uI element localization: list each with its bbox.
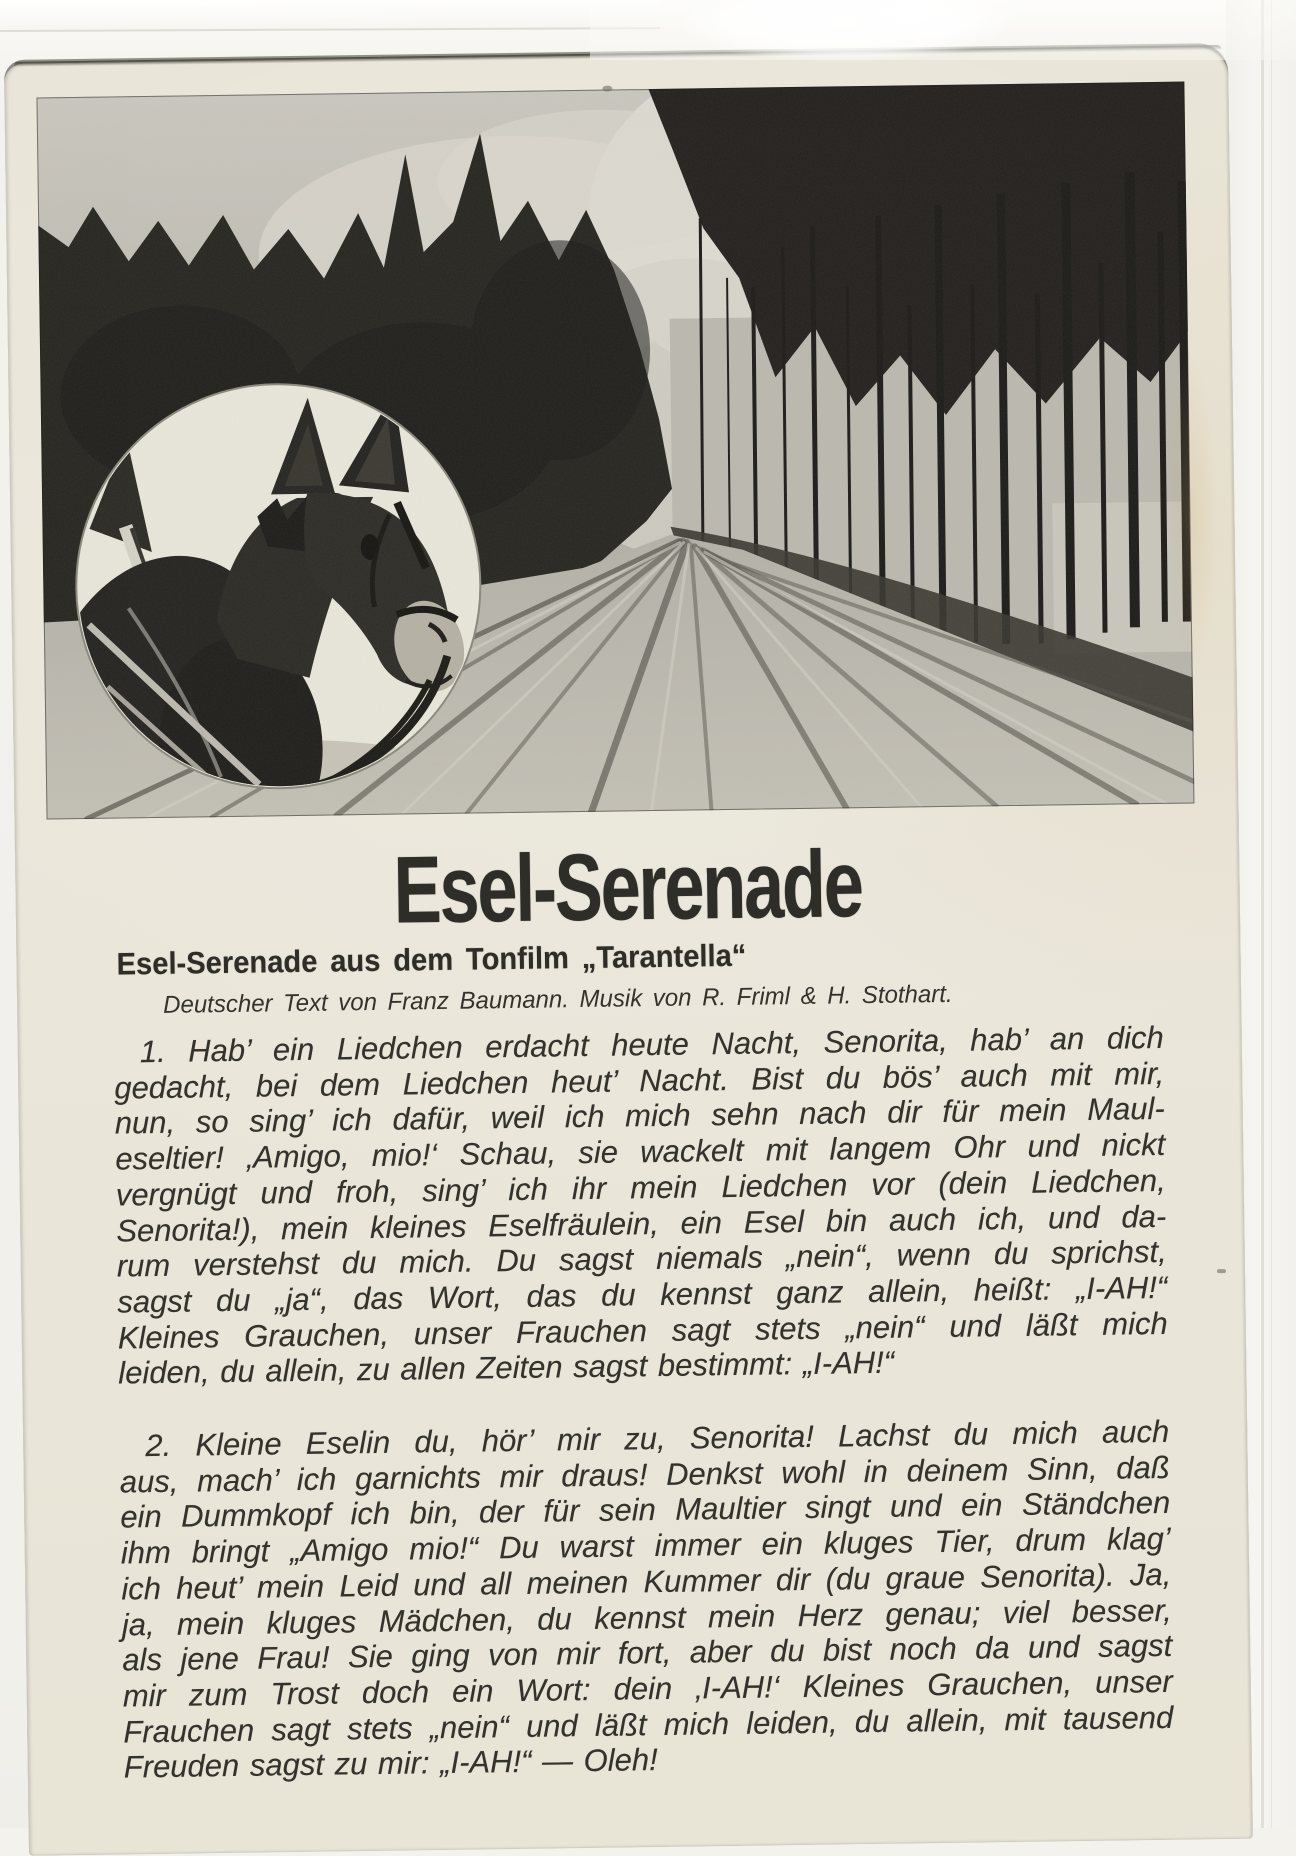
lyric-line: eseltier! ‚Amigo, mio!‘ Schau, sie wackelt mit langem Ohr und nickt bbox=[115, 1127, 1166, 1177]
verse-2 bbox=[119, 1414, 1174, 1786]
lyric-line: rum verstehst du mich. Du sagst niemals „nein“, wenn du sprichst, bbox=[116, 1234, 1167, 1284]
lyric-line: Senorita!), mein kleines Eselfräulein, ein Esel bin auch ich, und da- bbox=[116, 1198, 1167, 1249]
paper-speck bbox=[1217, 1269, 1226, 1273]
lyric-line: Freuden sagst zu mir: „I-AH!“ — Oleh! bbox=[123, 1742, 658, 1785]
sleeve-fold bbox=[0, 0, 660, 32]
lyric-line: ihm bringt „Amigo mio!“ Du warst immer ein kluges Tier, drum klag’ bbox=[120, 1520, 1171, 1571]
song-subtitle: Esel-Serenade aus dem Tonfilm „Tarantella“ bbox=[116, 937, 747, 982]
lyric-line: nun, so sing’ ich dafür, weil ich mich sehn nach dir für mein Maul- bbox=[114, 1091, 1165, 1141]
lyric-line: sagst du „ja“, das Wort, das du kennst ganz allein, heißt: „I-AH!“ bbox=[117, 1269, 1168, 1320]
lyric-line: ich heut’ mein Leid und all meinen Kummer dir (du graue Senorita). Ja, bbox=[121, 1556, 1172, 1607]
lyric-line: 2. Kleine Eselin du, hör’ mir zu, Senorita! Lachst du mich auch bbox=[145, 1413, 1170, 1464]
lyric-line: Frauchen sagt stets „nein“ und läßt mich leiden, du allein, mit tausend bbox=[123, 1699, 1174, 1750]
lyric-line: vergnügt und froh, sing’ ich ihr mein Liedchen vor (dein Liedchen, bbox=[115, 1162, 1166, 1213]
lyric-line: ja, mein kluges Mädchen, du kennst mein Herz genau; viel besser, bbox=[121, 1592, 1172, 1643]
page-title: Esel-Serenade bbox=[392, 831, 863, 944]
lyric-line: als jene Frau! Sie ging von mir fort, aber du bist noch da und sagst bbox=[122, 1628, 1173, 1678]
sleeve-crease bbox=[1271, 0, 1272, 1828]
lyric-line: aus, mach’ ich garnichts mir draus! Denkst wohl in deinem Sinn, daß bbox=[119, 1449, 1170, 1500]
verse-1 bbox=[114, 1020, 1169, 1392]
postcard bbox=[4, 47, 1253, 1856]
age-stain bbox=[1153, 297, 1229, 728]
lyric-line: gedacht, bei dem Liedchen heut’ Nacht. Bist du bös’ auch mit mir, bbox=[114, 1055, 1165, 1106]
lyric-line: leiden, du allein, zu allen Zeiten sagst bestimmt: „I-AH!“ bbox=[118, 1345, 895, 1391]
sleeve-crease bbox=[1261, 0, 1264, 1828]
lyric-line: 1. Hab’ ein Liedchen erdacht heute Nacht, Senorita, hab’ an dich bbox=[139, 1019, 1164, 1070]
lyric-line: mir zum Trost doch ein Wort: dein ‚I-AH!‘ Kleines Grauchen, unser bbox=[122, 1663, 1173, 1714]
lyric-line: ein Dummkopf ich bin, der für sein Maultier singt und ein Ständchen bbox=[120, 1485, 1171, 1535]
photo-grain bbox=[36, 82, 1194, 820]
forest-road-photo bbox=[36, 82, 1194, 820]
credits-line: Deutscher Text von Franz Baumann. Musik von R. Friml & H. Stothart. bbox=[162, 980, 953, 1019]
lyric-line: Kleines Grauchen, unser Frauchen sagt stets „nein“ und läßt mich bbox=[117, 1305, 1168, 1356]
